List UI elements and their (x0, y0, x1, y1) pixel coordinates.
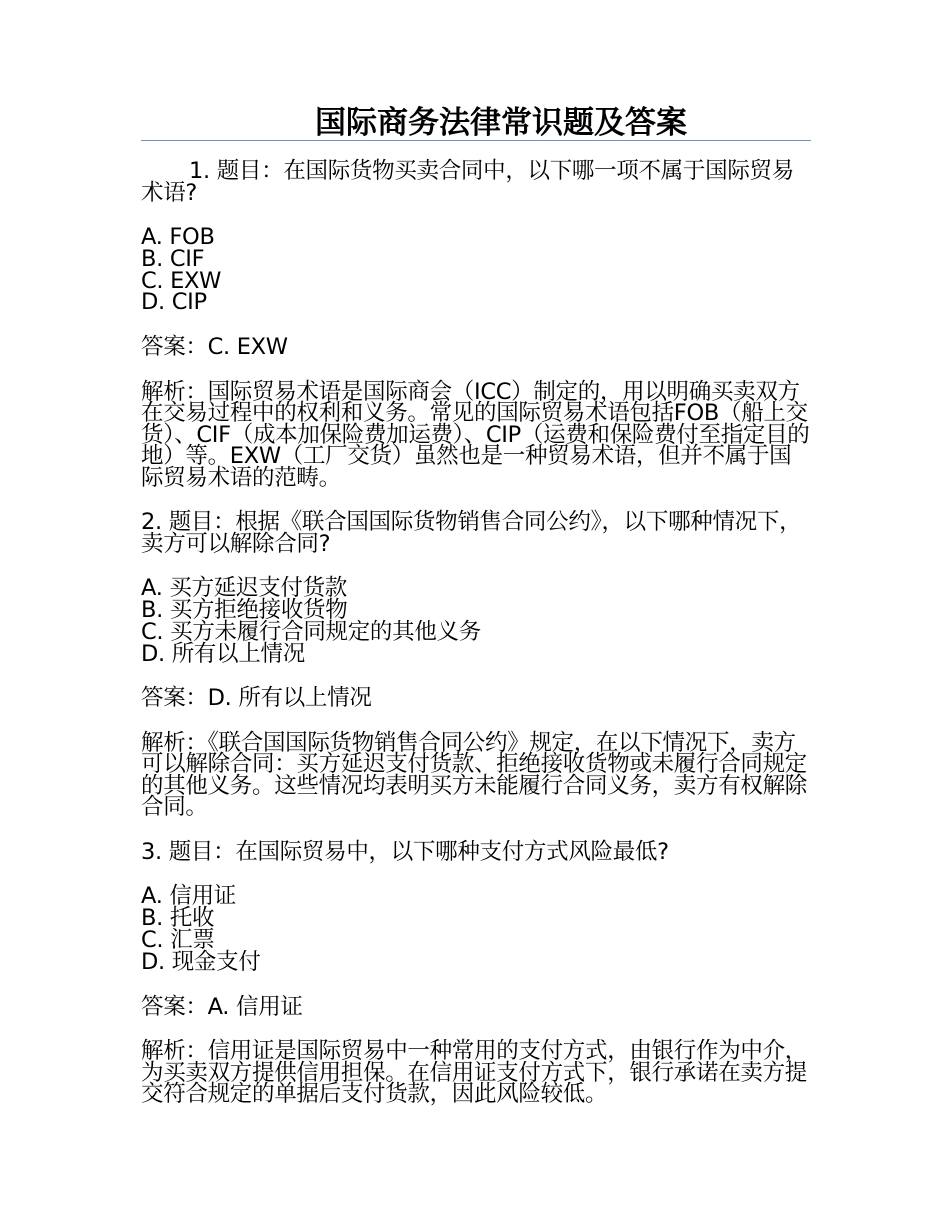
question-1-answer: 答案：C. EXW (141, 334, 288, 361)
question-3-answer: 答案：A. 信用证 (141, 993, 303, 1020)
question-3-text: 3. 题目：在国际贸易中，以下哪种支付方式风险最低? (141, 838, 669, 865)
question-1-text: 1. 题目：在国际货物买卖合同中，以下哪一项不属于国际贸易术语? (141, 158, 794, 206)
question-2-option-a: A. 买方延迟支付货款 (141, 575, 348, 602)
question-3-option-c: C. 汇票 (141, 926, 215, 953)
question-3-option-b: B. 托收 (141, 905, 215, 932)
question-1-option-a: A. FOB (141, 224, 215, 250)
question-3-option-d: D. 现金支付 (141, 948, 261, 975)
question-2-options (141, 575, 811, 667)
question-1-option-b: B. CIF (141, 245, 205, 272)
question-1-option-c: C. EXW (141, 267, 222, 294)
question-3-option-a: A. 信用证 (141, 883, 237, 910)
question-3-analysis: 解析：信用证是国际贸易中一种常用的支付方式，由银行作为中介，为买卖双方提供信用担保。在信用证支付方式下，银行承诺在卖方提交符合规定的单据后支付货款，因此风险较低。 (141, 1038, 808, 1108)
question-2-answer: 答案：D. 所有以上情况 (141, 685, 372, 712)
document-page (141, 100, 811, 1106)
question-2-analysis: 解析：《联合国国际货物销售合同公约》规定，在以下情况下，卖方可以解除合同：买方延迟支付货款、拒绝接收货物或未履行合同规定的其他义务。这些情况均表明买方未能履行合同义务，卖方有权解除合同。 (141, 729, 808, 821)
document-title: 国际商务法律常识题及答案 (315, 105, 687, 141)
question-1-option-d: D. CIP (141, 289, 207, 316)
question-2-option-c: C. 买方未履行合同规定的其他义务 (141, 618, 481, 645)
question-1-options (141, 224, 811, 316)
question-2-option-b: B. 买方拒绝接收货物 (141, 596, 348, 623)
question-2-option-d: D. 所有以上情况 (141, 640, 305, 667)
question-3-options (141, 883, 811, 975)
question-1-analysis: 解析：国际贸易术语是国际商会（ICC）制定的，用以明确买卖双方在交易过程中的权利和义务。常见的国际贸易术语包括FOB（船上交货）、CIF（成本加保险费加运费）、CIP（运费和保险费付至指定目的地）等。EXW（工厂交货）虽然也是一种贸易术语，但并不属于国际贸易术语的范畴。 (141, 378, 810, 491)
question-2-text: 2. 题目：根据《联合国国际货物销售合同公约》，以下哪种情况下，卖方可以解除合同? (141, 509, 802, 557)
